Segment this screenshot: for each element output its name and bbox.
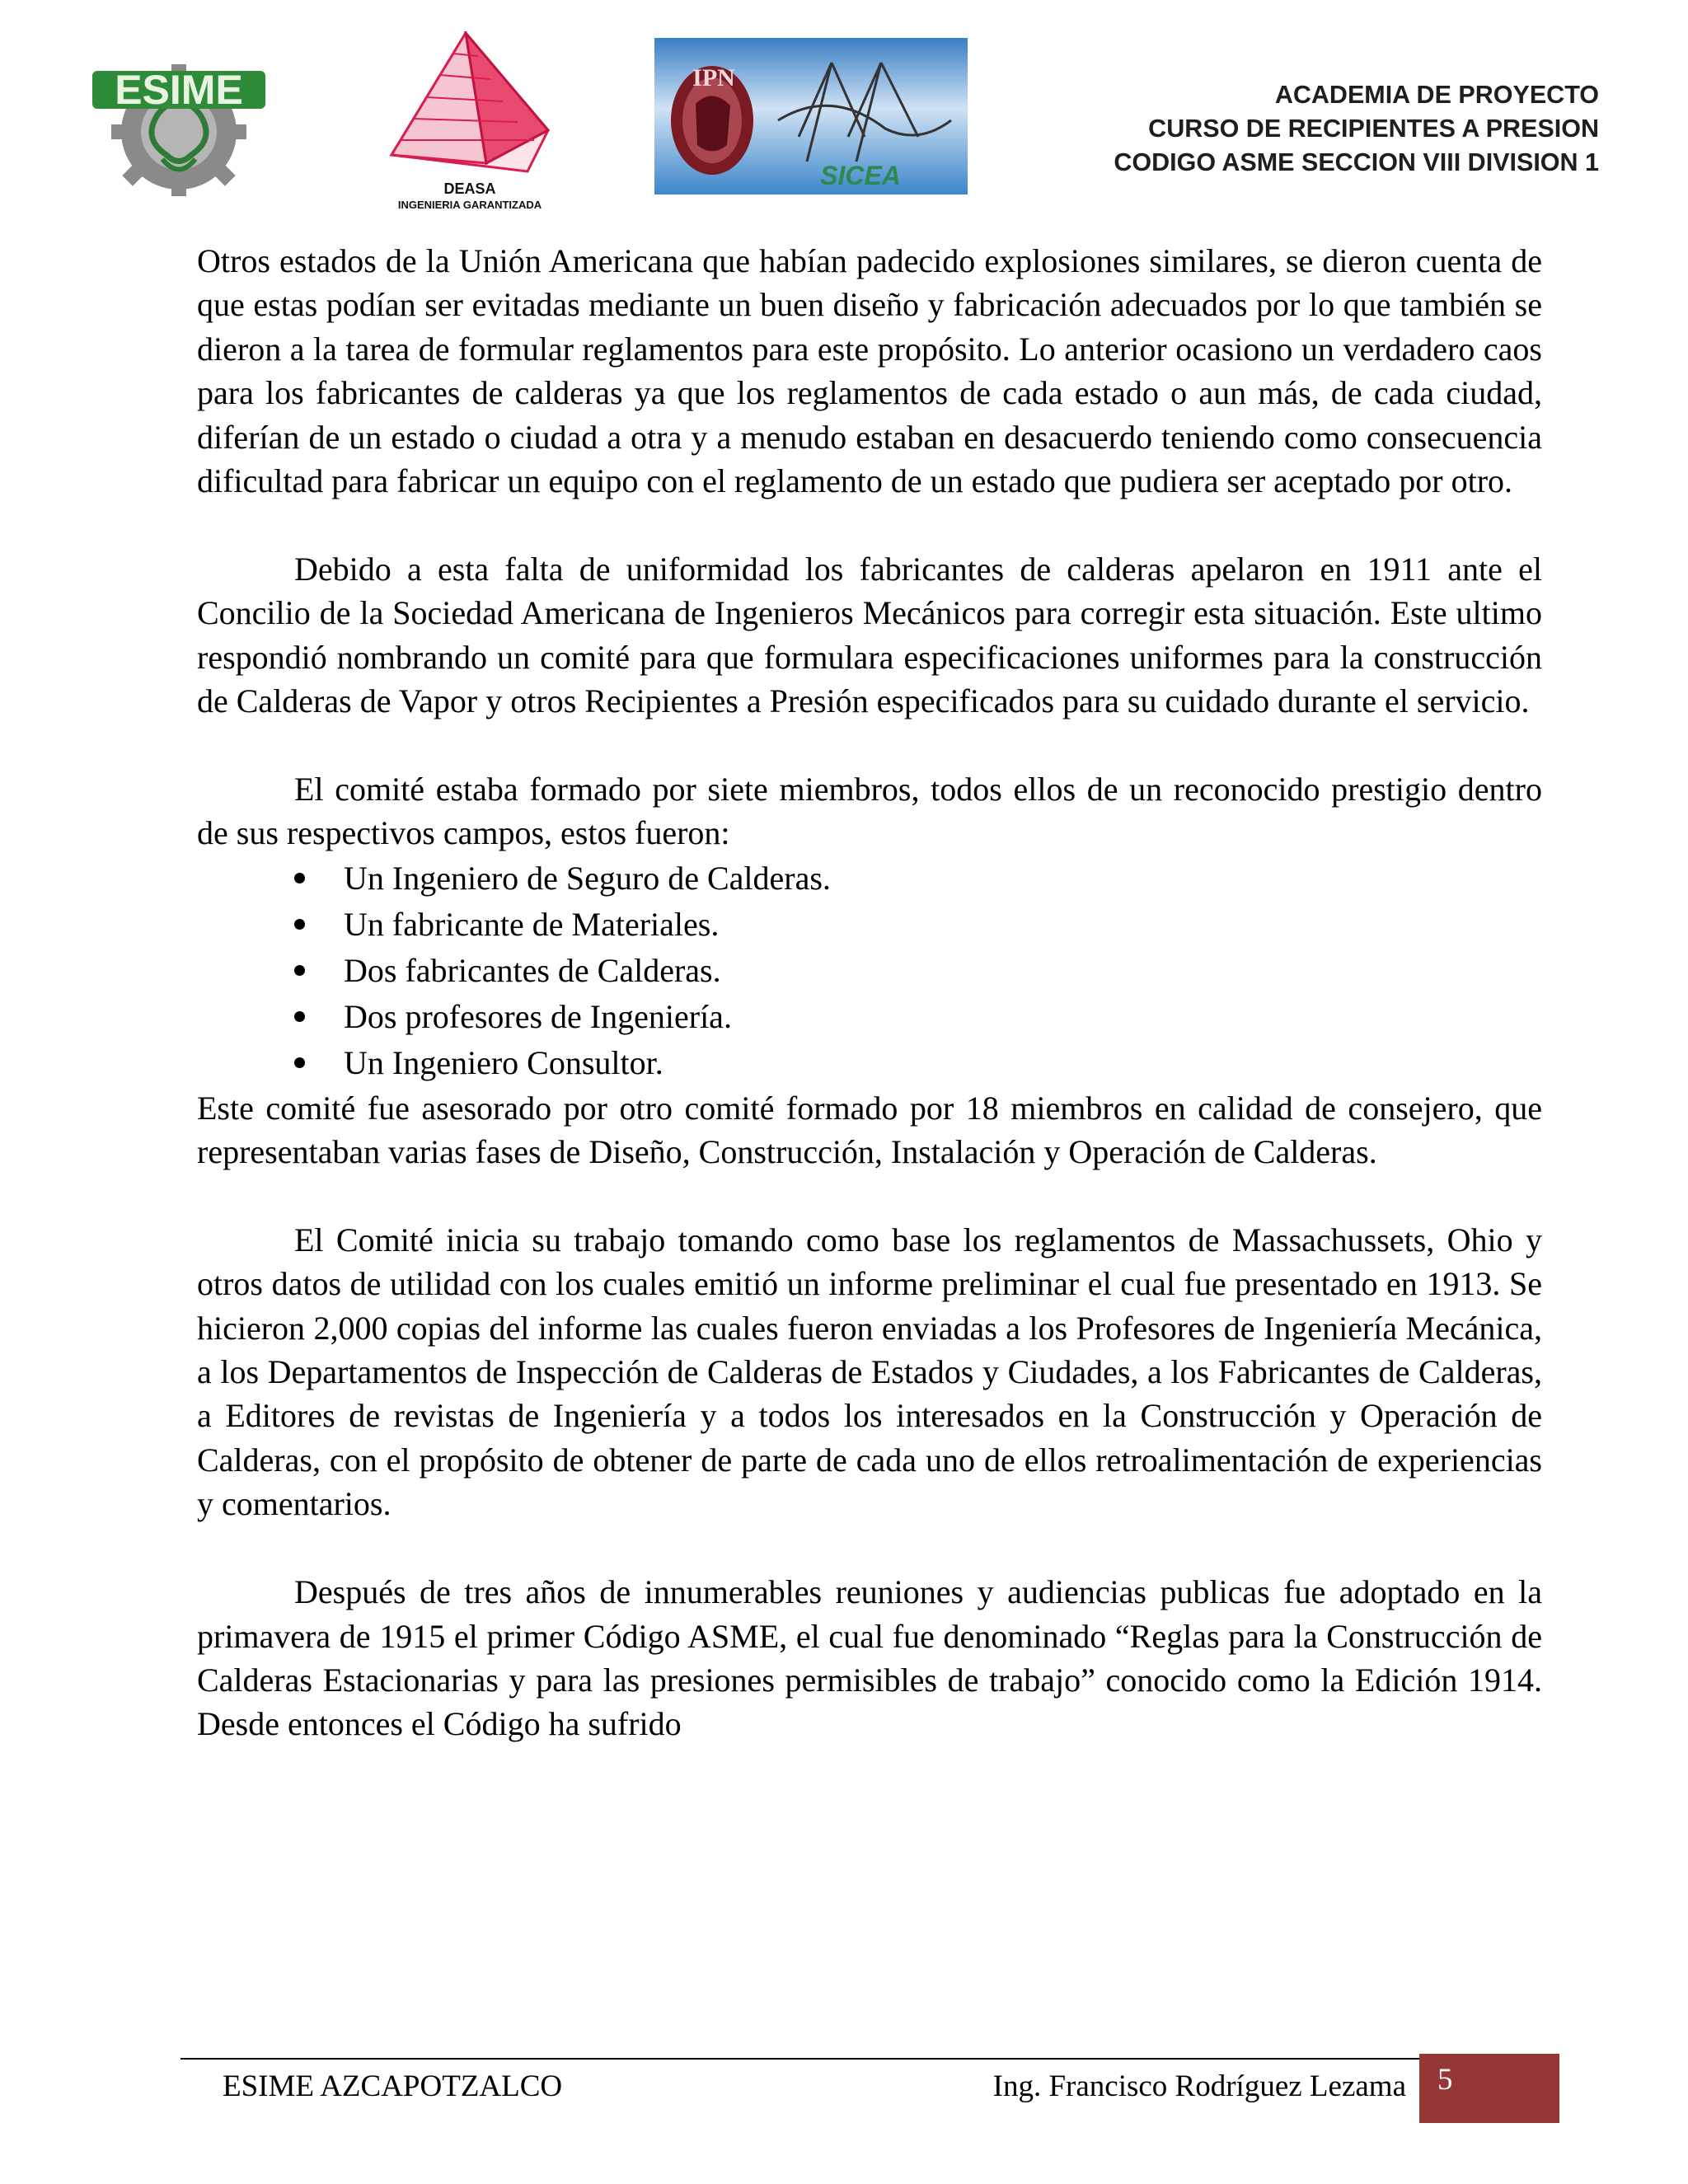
ipn-sicea-logo-icon [654,38,968,194]
list-item-text: Dos profesores de Ingeniería. [344,997,732,1035]
bullet-icon [294,873,305,883]
list-item [294,994,1542,1040]
list-item-text: Un fabricante de Materiales. [344,905,720,943]
list-item-text: Un Ingeniero Consultor. [344,1043,663,1081]
paragraph-3: El comité estaba formado por siete miembros, todos ellos de un reconocido prestigio dentro de sus respectivos campos, estos fueron: [197,770,1542,852]
esime-logo-icon [92,56,265,196]
bullet-icon [294,965,305,976]
bullet-icon [294,1057,305,1068]
paragraph-4: Este comité fue asesorado por otro comité formado por 18 miembros en calidad de consejero, que representaban varias fases de Diseño, Construcción, Instalación y Operación de Calderas. [197,1089,1542,1171]
list-item-text: Dos fabricantes de Calderas. [344,951,721,989]
list-item [294,855,1542,902]
footer-author: Ing. Francisco Rodríguez Lezama [992,2069,1406,2103]
deasa-logo [387,31,552,213]
page-header [0,0,1688,214]
course-title [1114,78,1599,180]
document-body [197,239,1542,1746]
footer-institution: ESIME AZCAPOTZALCO [223,2069,563,2103]
sicea-logo-text: SICEA [820,161,901,190]
list-item-text: Un Ingeniero de Seguro de Calderas. [344,859,831,897]
course-title-line-3: CODIGO ASME SECCION VIII DIVISION 1 [1114,148,1599,176]
pyramid-logo-icon [387,31,552,176]
deasa-name: DEASA [443,180,496,197]
committee-members-list [197,855,1542,1086]
bullet-icon [294,1011,305,1022]
deasa-tagline: INGENIERIA GARANTIZADA [397,199,542,211]
page-number-badge [1419,2054,1559,2123]
footer-divider [181,2058,1559,2060]
list-item [294,1040,1542,1086]
paragraph-2: Debido a esta falta de uniformidad los fabricantes de calderas apelaron en 1911 ante el Concilio de la Sociedad Americana de Ingenieros Mecánicos para corregir esta situación. Este ultimo respondió nombrando un comité para que formulara especificaciones uniformes para la construcción de Calderas de Vapor y otros Recipientes a Presión especificados para su cuidado durante el servicio. [197,550,1542,720]
bullet-icon [294,919,305,930]
list-item [294,902,1542,948]
page-number: 5 [1437,2063,1453,2097]
paragraph-5: El Comité inicia su trabajo tomando como base los reglamentos de Massachussets, Ohio y otros datos de utilidad con los cuales emitió un informe preliminar el cual fue presentado en 1913. Se hicieron 2,000 copias del informe las cuales fueron enviadas a los Profesores de Ingeniería Mecánica, a los Departamentos de Inspección de Calderas de Estados y Ciudades, a los Fabricantes de Calderas, a Editores de revistas de Ingeniería y a todos los interesados en la Construcción y Operación de Calderas, con el propósito de obtener de parte de cada uno de ellos retroalimentación de experiencias y comentarios. [197,1221,1542,1523]
course-title-line-1: ACADEMIA DE PROYECTO [1274,81,1599,109]
esime-logo-text: ESIME [115,67,243,113]
paragraph-6: Después de tres años de innumerables reuniones y audiencias publicas fue adoptado en la primavera de 1915 el primer Código ASME, el cual fue denominado “Reglas para la Construcción de Calderas Estacionarias y para las presiones permisibles de trabajo” conocido como la Edición 1914. Desde entonces el Código ha sufrido [197,1573,1542,1743]
course-title-line-2: CURSO DE RECIPIENTES A PRESION [1148,115,1599,143]
ipn-logo-text: IPN [692,64,735,91]
list-item [294,948,1542,994]
paragraph-1: Otros estados de la Unión Americana que habían padecido explosiones similares, se dieron cuenta de que estas podían ser evitadas mediante un buen diseño y fabricación adecuados por lo que también se dieron a la tarea de formular reglamentos para este propósito. Lo anterior ocasiono un verdadero caos para los fabricantes de calderas ya que los reglamentos de cada estado o aun más, de cada ciudad, diferían de un estado o ciudad a otra y a menudo estaban en desacuerdo teniendo como consecuencia dificultad para fabricar un equipo con el reglamento de un estado que pudiera ser aceptado por otro. [197,242,1542,500]
